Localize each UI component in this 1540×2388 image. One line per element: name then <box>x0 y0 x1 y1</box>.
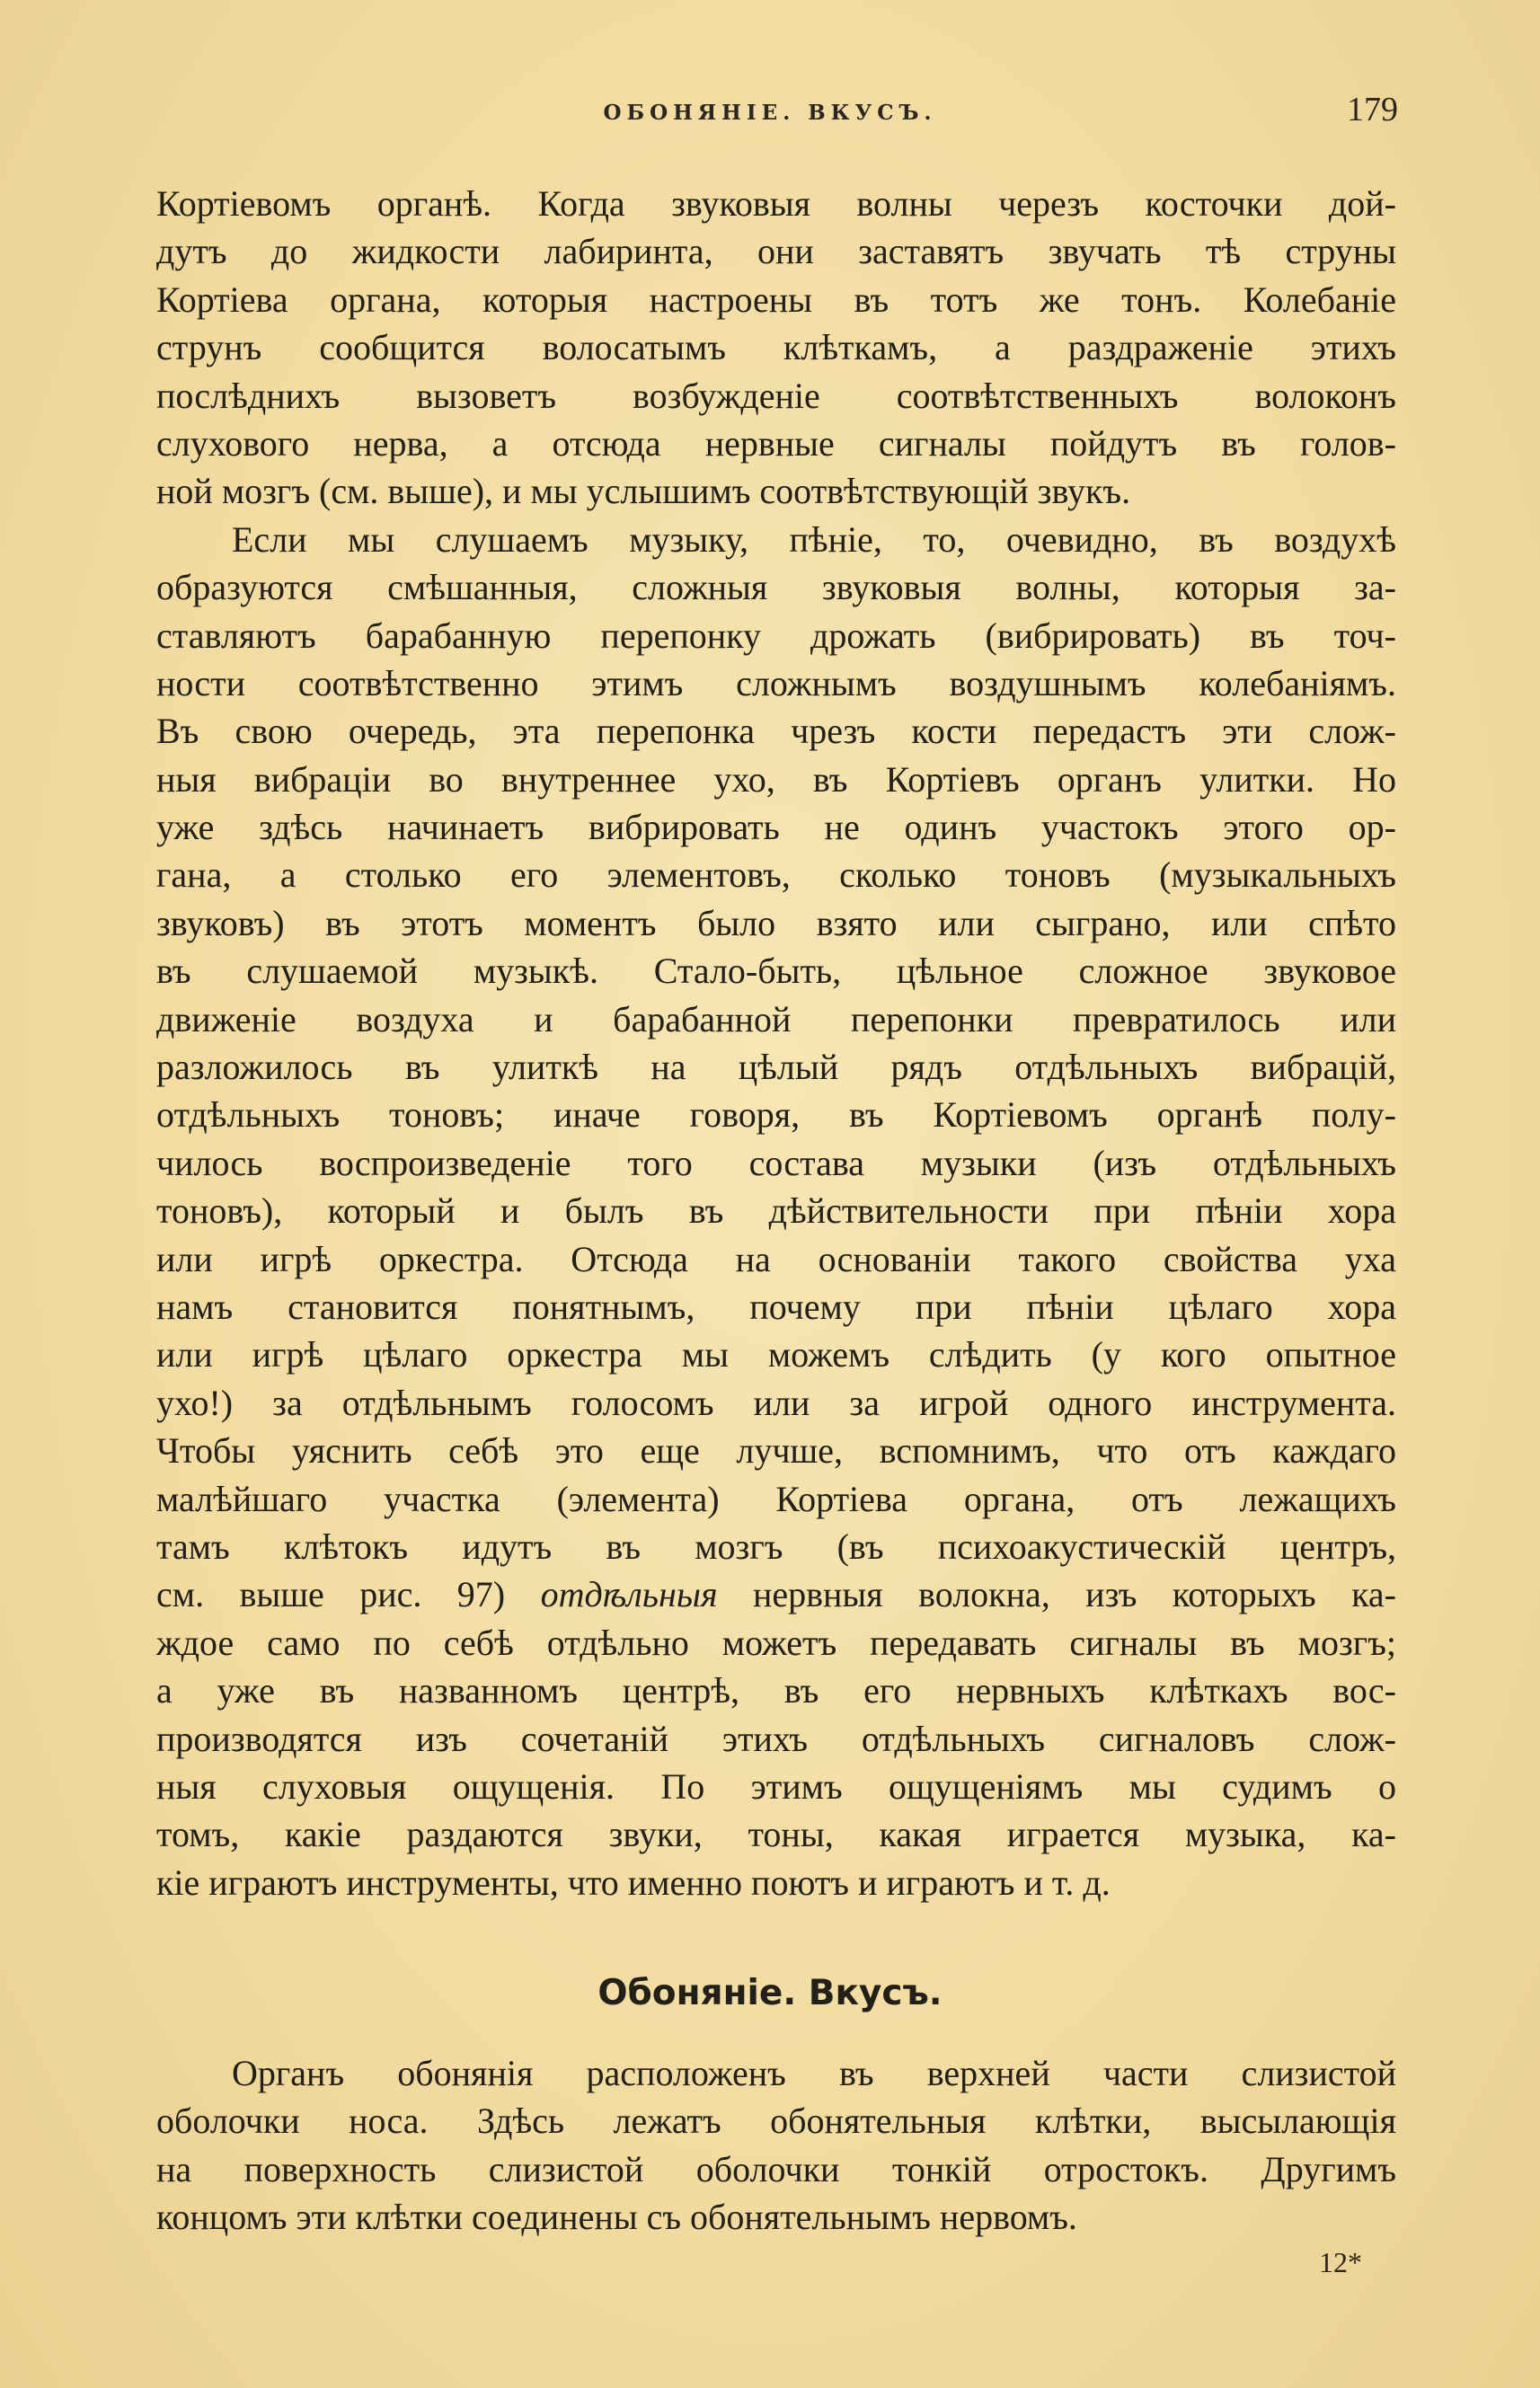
text-line: въ слушаемой музыкѣ. Стало-быть, цѣльное сложное звуковое <box>156 951 1396 992</box>
text-line: Кортіевомъ органѣ. Когда звуковыя волны черезъ косточки дой- <box>156 183 1396 224</box>
text-fragment: см. выше рис. 97) <box>156 1574 506 1615</box>
text-line: или игрѣ оркестра. Отсюда на основаніи такого свойства уха <box>156 1238 1396 1279</box>
text-line: а уже въ названномъ центрѣ, въ его нервныхъ клѣткахъ вос- <box>156 1670 1396 1711</box>
section-body-text <box>156 2049 1396 2242</box>
text-line: намъ становится понятнымъ, почему при пѣніи цѣлаго хора <box>156 1286 1396 1327</box>
text-line: томъ, какіе раздаются звуки, тоны, какая играется музыка, ка- <box>156 1814 1396 1855</box>
printer-signature-mark: 12* <box>1319 2246 1362 2278</box>
text-line: чилось воспроизведеніе того состава музыки (изъ отдѣльныхъ <box>156 1142 1396 1183</box>
italic-word: отдѣльныя <box>540 1574 718 1615</box>
text-line: ставляютъ барабанную перепонку дрожать (вибрировать) въ точ- <box>156 615 1396 656</box>
text-line: ныя вибраціи во внутреннее ухо, въ Кортіевъ органъ улитки. Но <box>156 758 1396 800</box>
section-heading: Обоняніе. Вкусъ. <box>597 1973 943 2013</box>
text-line: дутъ до жидкости лабиринта, они заставятъ звучать тѣ струны <box>156 231 1396 272</box>
text-line: Въ свою очередь, эта перепонка чрезъ кости передастъ эти слож- <box>156 711 1396 752</box>
text-line: гана, а столько его элементовъ, сколько тоновъ (музыкальныхъ <box>156 854 1396 896</box>
text-line: ной мозгъ (см. выше), и мы услышимъ соотвѣтствующій звукъ. <box>156 471 1131 512</box>
running-title: ОБОНЯНІЕ. ВКУСЪ. <box>603 101 937 125</box>
text-line: послѣднихъ вызоветъ возбужденіе соотвѣтственныхъ волоконъ <box>156 375 1396 416</box>
text-line: на поверхность слизистой оболочки тонкій отростокъ. Другимъ <box>156 2148 1396 2189</box>
text-line: тоновъ), который и былъ въ дѣйствительности при пѣніи хора <box>156 1190 1396 1232</box>
text-line: ухо!) за отдѣльнымъ голосомъ или за игрой одного инструмента. <box>156 1382 1396 1423</box>
text-line: кіе играютъ инструменты, что именно поютъ и играютъ и т. д. <box>156 1862 1111 1903</box>
text-line: движеніе воздуха и барабанной перепонки превратилось или <box>156 998 1396 1039</box>
text-line: малѣйшаго участка (элемента) Кортіева органа, отъ лежащихъ <box>156 1478 1396 1519</box>
text-line: или игрѣ цѣлаго оркестра мы можемъ слѣдить (у кого опытное <box>156 1334 1396 1375</box>
text-line: отдѣльныхъ тоновъ; иначе говоря, въ Кортіевомъ органѣ полу- <box>156 1094 1396 1136</box>
text-line: разложилось въ улиткѣ на цѣлый рядъ отдѣльныхъ вибрацій, <box>156 1047 1396 1088</box>
text-line: ждое само по себѣ отдѣльно можетъ передавать сигналы въ мозгъ; <box>156 1622 1396 1663</box>
text-line: слухового нерва, а отсюда нервные сигналы пойдутъ въ голов- <box>156 422 1396 464</box>
text-line: ныя слуховыя ощущенія. По этимъ ощущеніямъ мы судимъ о <box>156 1765 1396 1807</box>
text-line: Чтобы уяснить себѣ это еще лучше, вспомнимъ, что отъ каждаго <box>156 1430 1396 1472</box>
body-text <box>156 180 1396 1906</box>
page-number: 179 <box>1347 91 1398 128</box>
text-line: Кортіева органа, которыя настроены въ тотъ же тонъ. Колебаніе <box>156 279 1396 320</box>
text-line: образуются смѣшанныя, сложныя звуковыя волны, которыя за- <box>156 567 1396 608</box>
text-line: уже здѣсь начинаетъ вибрировать не одинъ участокъ этого ор- <box>156 807 1396 848</box>
text-line: концомъ эти клѣтки соединены съ обонятельнымъ нервомъ. <box>156 2197 1077 2238</box>
text-line: ности соотвѣтственно этимъ сложнымъ воздушнымъ колебаніямъ. <box>156 662 1396 703</box>
text-line: струнъ сообщится волосатымъ клѣткамъ, а раздраженіе этихъ <box>156 327 1396 368</box>
text-line: производятся изъ сочетаній этихъ отдѣльныхъ сигналовъ слож- <box>156 1718 1396 1759</box>
text-line: звуковъ) въ этотъ моментъ было взято или сыграно, или спѣто <box>156 902 1396 943</box>
text-line-with-italic <box>156 1570 1396 1618</box>
text-line: Если мы слушаемъ музыку, пѣніе, то, очевидно, въ воздухѣ <box>232 518 1396 560</box>
text-line: тамъ клѣтокъ идутъ въ мозгъ (въ психоакустическій центръ, <box>156 1526 1396 1567</box>
text-fragment: нервныя волокна, изъ которыхъ ка- <box>752 1574 1396 1615</box>
text-line: Органъ обонянія расположенъ въ верхней части слизистой <box>232 2053 1396 2093</box>
text-line: оболочки носа. Здѣсь лежатъ обонятельныя клѣтки, высылающія <box>156 2101 1396 2142</box>
